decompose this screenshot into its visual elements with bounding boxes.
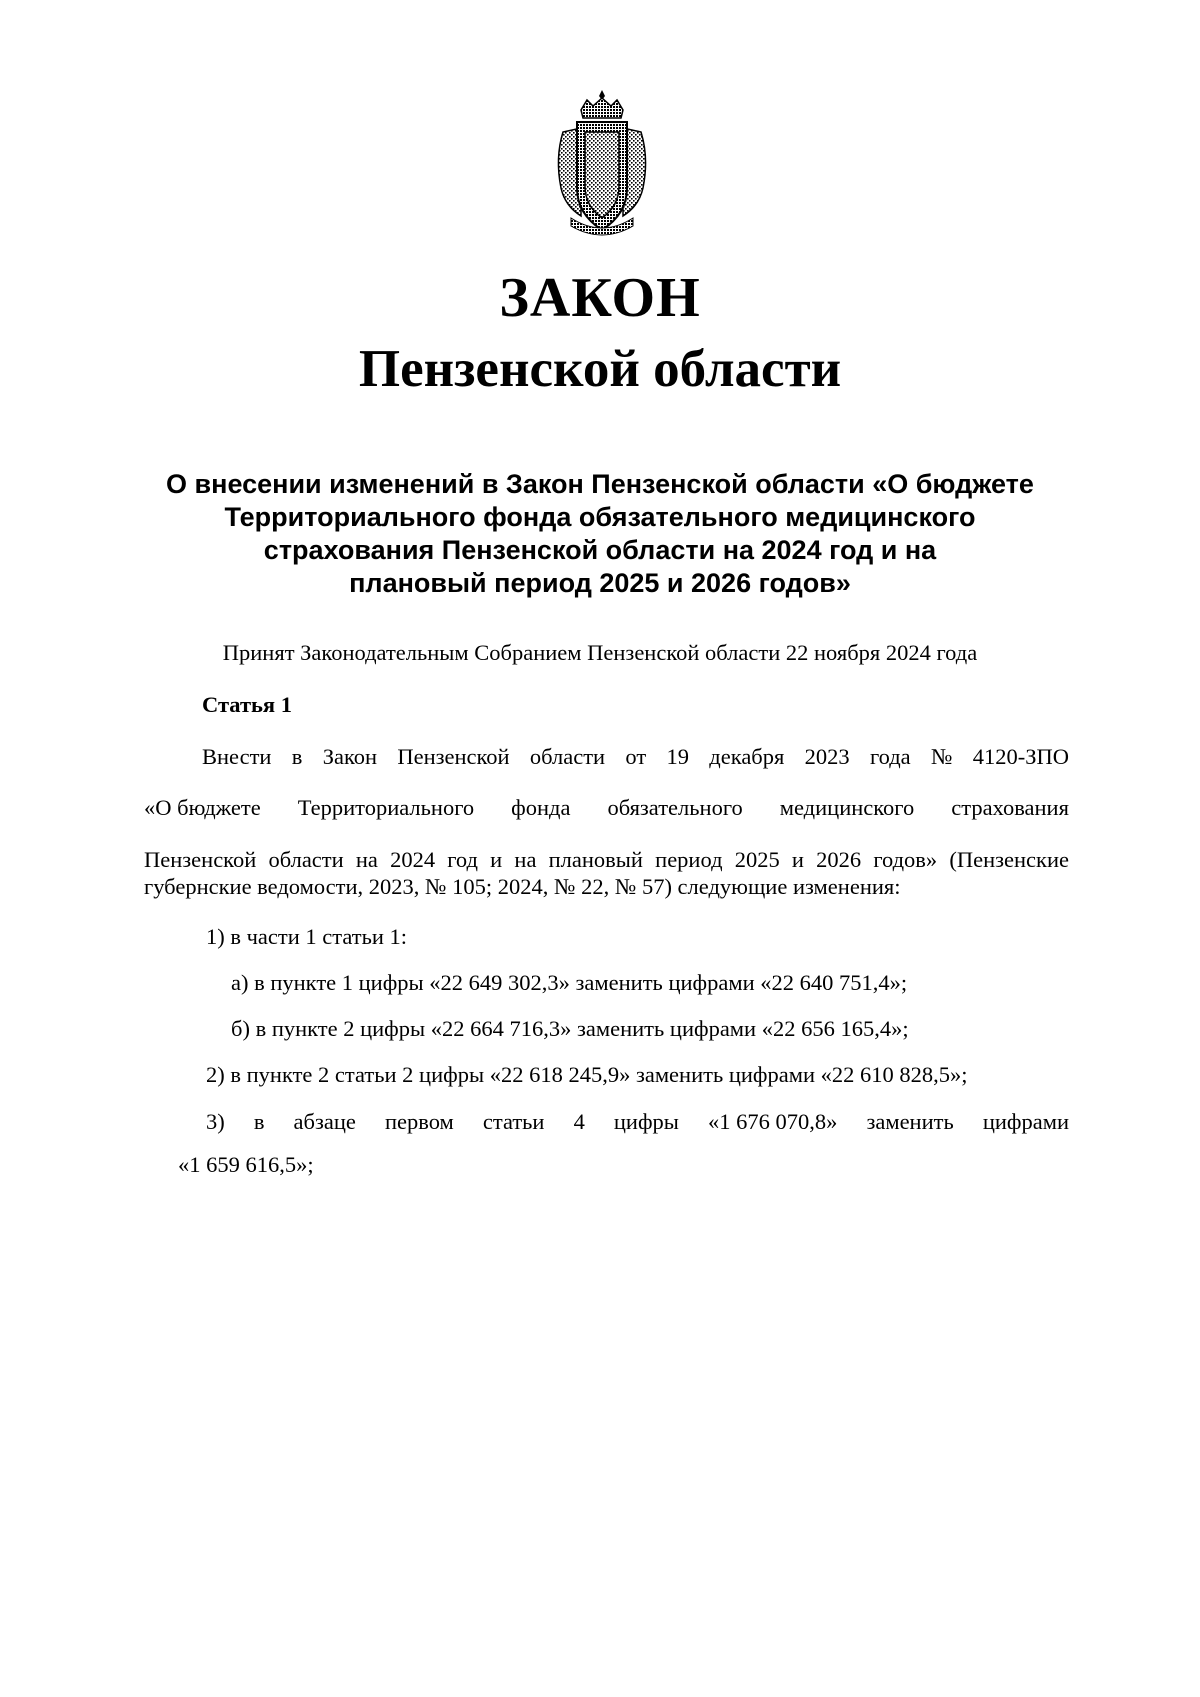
document-subtitle: Пензенской области bbox=[358, 340, 842, 398]
word: фонда bbox=[511, 795, 571, 820]
word: 2025 bbox=[734, 847, 780, 872]
law-name-line: плановый период 2025 и 2026 годов» bbox=[349, 568, 851, 598]
word: Закон bbox=[322, 744, 378, 769]
intro-line-3 bbox=[144, 845, 1069, 875]
word: плановый bbox=[548, 847, 643, 872]
word: и bbox=[791, 847, 804, 872]
word: года bbox=[869, 744, 911, 769]
item-3-line-2: «1 659 616,5»; bbox=[178, 1152, 314, 1177]
article-heading: Статья 1 bbox=[202, 692, 292, 717]
word: в bbox=[253, 1109, 265, 1134]
item-1: 1) в части 1 статьи 1: bbox=[206, 924, 408, 949]
document-title: ЗАКОН bbox=[499, 267, 701, 329]
word: медицинского bbox=[779, 795, 915, 820]
word: «1 676 070,8» bbox=[708, 1109, 838, 1134]
word: год bbox=[447, 847, 478, 872]
word: 2024 bbox=[390, 847, 436, 872]
word: абзаце bbox=[293, 1109, 356, 1134]
item-2: 2) в пункте 2 статьи 2 цифры «22 618 245,9» заменить цифрами «22 610 828,5»; bbox=[206, 1062, 968, 1087]
word: статьи bbox=[482, 1109, 545, 1134]
intro-line-2 bbox=[144, 793, 1069, 823]
word: в bbox=[291, 744, 303, 769]
word: области bbox=[529, 744, 606, 769]
word: на bbox=[355, 847, 378, 872]
word: (Пензенские bbox=[949, 847, 1069, 872]
word: обязательного bbox=[607, 795, 743, 820]
word: 19 bbox=[666, 744, 689, 769]
intro-line-4: губернские ведомости, 2023, № 105; 2024, № 22, № 57) следующие изменения: bbox=[144, 874, 901, 899]
word: 2023 bbox=[804, 744, 850, 769]
intro-line-1 bbox=[202, 742, 1069, 772]
word: «О бюджете bbox=[144, 795, 261, 820]
word: Пензенской bbox=[397, 744, 510, 769]
word: цифрами bbox=[982, 1109, 1069, 1134]
word: от bbox=[625, 744, 647, 769]
adoption-note: Принят Законодательным Собранием Пензенской области 22 ноября 2024 года bbox=[222, 640, 978, 665]
word: цифры bbox=[613, 1109, 679, 1134]
word: 3) bbox=[206, 1109, 225, 1134]
item-3-line-1 bbox=[206, 1107, 1069, 1137]
word: 4 bbox=[573, 1109, 585, 1134]
law-name-line: Территориального фонда обязательного медицинского bbox=[224, 502, 976, 532]
word: и bbox=[490, 847, 503, 872]
word: декабря bbox=[709, 744, 785, 769]
word: первом bbox=[384, 1109, 454, 1134]
item-1b: б) в пункте 2 цифры «22 664 716,3» заменить цифрами «22 656 165,4»; bbox=[231, 1016, 909, 1041]
word: Внести bbox=[202, 744, 272, 769]
word: 2026 bbox=[816, 847, 862, 872]
word: страхования bbox=[951, 795, 1069, 820]
word: № bbox=[930, 744, 953, 769]
word: период bbox=[655, 847, 723, 872]
law-name bbox=[130, 468, 1070, 600]
word: 4120-ЗПО bbox=[972, 744, 1069, 769]
word: на bbox=[514, 847, 537, 872]
law-name-line: страхования Пензенской области на 2024 год и на bbox=[263, 535, 937, 565]
word: годов» bbox=[873, 847, 938, 872]
item-1a: а) в пункте 1 цифры «22 649 302,3» заменить цифрами «22 640 751,4»; bbox=[231, 970, 908, 995]
word: заменить bbox=[866, 1109, 954, 1134]
penza-coat-of-arms-icon bbox=[541, 88, 663, 238]
law-name-line: О внесении изменений в Закон Пензенской области «О бюджете bbox=[166, 469, 1034, 499]
emblem bbox=[541, 88, 663, 238]
word: Территориального bbox=[297, 795, 475, 820]
word: области bbox=[268, 847, 344, 872]
word: Пензенской bbox=[144, 847, 257, 872]
